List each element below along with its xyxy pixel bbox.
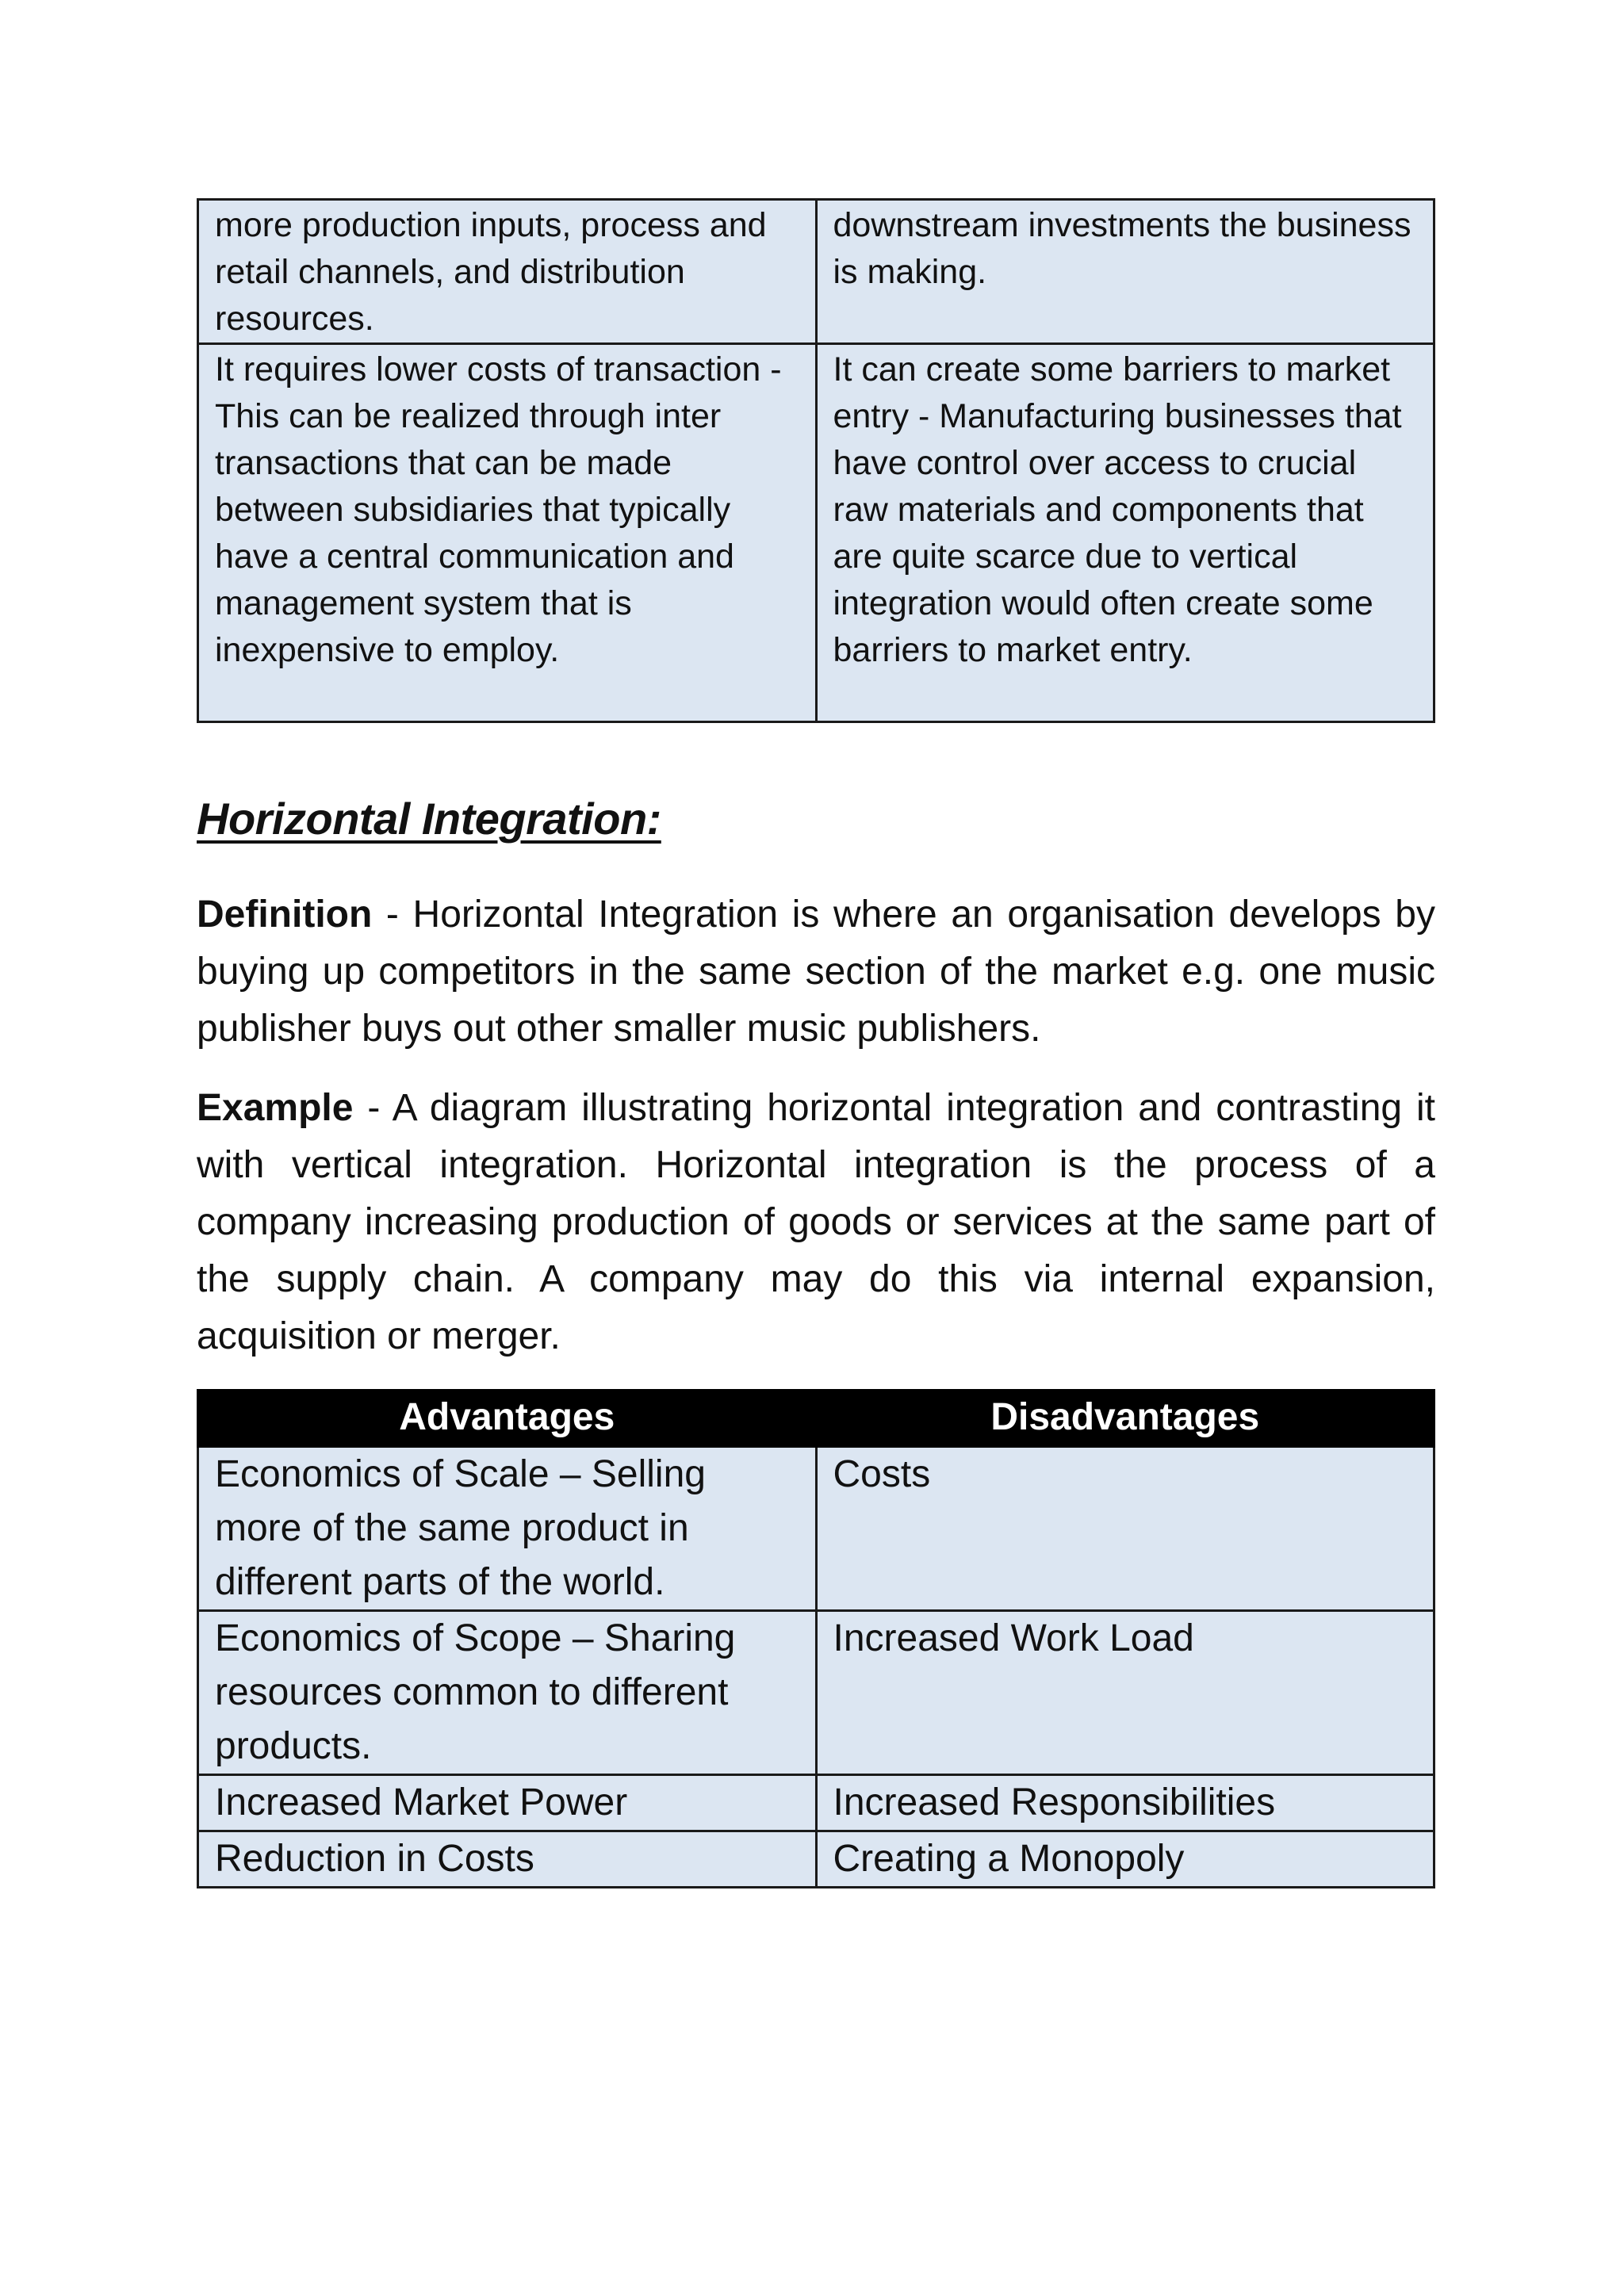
disadvantage-cell: Costs [816,1447,1434,1611]
example-text: - A diagram illustrating horizontal integration and contrasting it with vertical integration. Horizontal integration is the process of a company increasing production of goods or services at the same part of the supply chain. A company may do this via internal expansion, acquisition or merger. [197,1087,1435,1357]
advantage-cell: Increased Market Power [198,1775,817,1831]
example-label: Example [197,1087,354,1129]
disadvantages-header: Disadvantages [816,1391,1434,1447]
table-cell-right: downstream investments the business is making. [816,200,1434,344]
advantages-header: Advantages [198,1391,817,1447]
example-paragraph [197,1080,1435,1365]
disadvantage-cell: Increased Responsibilities [816,1775,1434,1831]
advantages-disadvantages-table [197,1389,1435,1888]
table-row [198,1447,1434,1611]
advantage-cell: Economics of Scope – Sharing resources common to different products. [198,1611,817,1775]
table-row [198,1775,1434,1831]
disadvantage-cell: Increased Work Load [816,1611,1434,1775]
table-cell-right: It can create some barriers to market entry - Manufacturing businesses that have control over access to crucial raw materials and components that are quite scarce due to vertical integration would often create some barriers to market entry. [816,344,1434,722]
table-cell-left: more production inputs, process and retail channels, and distribution resources. [198,200,817,344]
definition-label: Definition [197,894,373,936]
definition-text: - Horizontal Integration is where an organisation develops by buying up competitors in the same section of the market e.g. one music publisher buys out other smaller music publishers. [197,894,1435,1050]
table-row [198,200,1434,344]
vertical-integration-table [197,198,1435,723]
table-cell-left: It requires lower costs of transaction - This can be realized through inter transactions that can be made between subsidiaries that typically have a central communication and management system that is inexpensive to employ. [198,344,817,722]
table-row [198,1831,1434,1888]
advantage-cell: Economics of Scale – Selling more of the same product in different parts of the world. [198,1447,817,1611]
table-row [198,1611,1434,1775]
disadvantage-cell: Creating a Monopoly [816,1831,1434,1888]
section-heading: Horizontal Integration: [197,794,661,844]
definition-paragraph [197,886,1435,1058]
table-row [198,344,1434,722]
advantage-cell: Reduction in Costs [198,1831,817,1888]
table-header-row [198,1391,1434,1447]
